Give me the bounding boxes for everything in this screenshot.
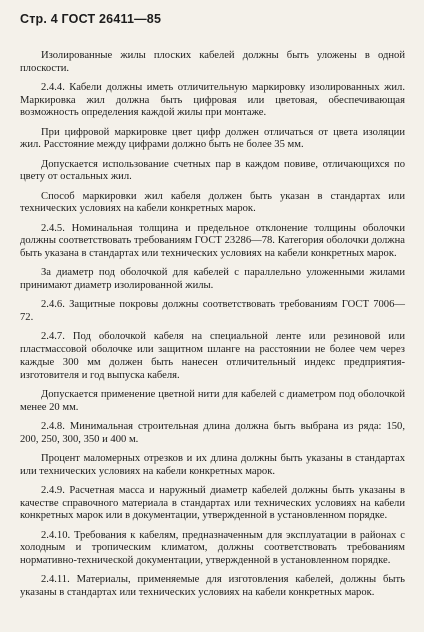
paragraph: Способ маркировки жил кабеля должен быть указан в стандартах или технических условиях на кабели конкретных марок. [20,190,405,215]
paragraph-clause-2-4-4: 2.4.4. Кабели должны иметь отличительную маркировку изолированных жил. Маркировка жил должна быть цифровая или цветовая, обеспечивающая возможность определения каждой жилы при монтаже. [20,82,405,119]
document-body [20,50,405,606]
paragraph-clause-2-4-6: 2.4.6. Защитные покровы должны соответствовать требованиям ГОСТ 7006—72. [20,299,405,324]
paragraph-clause-2-4-11: 2.4.11. Материалы, применяемые для изготовления кабелей, должны быть указаны в стандартах или технических условиях на кабели конкретных марок. [20,574,405,598]
paragraph-clause-2-4-9: 2.4.9. Расчетная масса и наружный диаметр кабелей должны быть указаны в качестве справочного материала в стандартах или технических условиях на кабели конкретных марок или в документации, утвержденной в установленном порядке. [20,484,405,522]
paragraph: Процент маломерных отрезков и их длина должны быть указаны в стандартах или технических условиях на кабели конкретных марок. [20,452,405,477]
paragraph: Допускается применение цветной нити для кабелей с диаметром под оболочкой менее 20 мм. [20,388,405,413]
paragraph: Изолированные жилы плоских кабелей должны быть уложены в одной плоскости. [20,50,405,74]
paragraph-clause-2-4-8: 2.4.8. Минимальная строительная длина должна быть выбрана из ряда: 150, 200, 250, 300, 350 и 400 м. [20,420,405,445]
paragraph: При цифровой маркировке цвет цифр должен отличаться от цвета изоляции жил. Расстояние между цифрами должно быть не более 35 мм. [20,126,405,151]
page-header: Стр. 4 ГОСТ 26411—85 [20,12,162,26]
paragraph: Допускается использование счетных пар в каждом повиве, отличающихся по цвету от остальных жил. [20,158,405,183]
paragraph: За диаметр под оболочкой для кабелей с параллельно уложенными жилами принимают диаметр изолированной жилы. [20,267,405,292]
paragraph-clause-2-4-7: 2.4.7. Под оболочкой кабеля на специальной ленте или резиновой или пластмассовой оболочке или защитном шланге на расстоянии не более чем через каждые 300 мм должен быть нанесен отличительный индекс предприятия-изготовителя и год выпуска кабеля. [20,331,405,381]
paragraph-clause-2-4-10: 2.4.10. Требования к кабелям, предназначенным для эксплуатации в районах с холодным и тропическим климатом, должны соответствовать требованиям нормативно-технической документации, утвержденной в установленном порядке. [20,529,405,566]
paragraph-clause-2-4-5: 2.4.5. Номинальная толщина и предельное отклонение толщины оболочки должны соответствовать требованиям ГОСТ 23286—78. Категория оболочки должна быть указана в стандартах или технических условиях на кабели конкретных марок. [20,222,405,260]
